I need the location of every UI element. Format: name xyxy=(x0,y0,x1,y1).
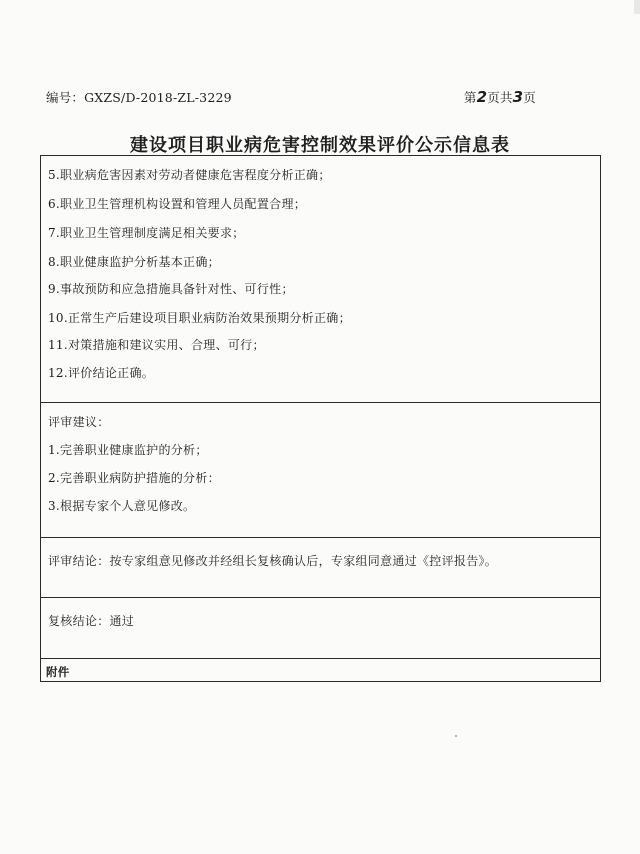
scan-speck xyxy=(455,735,457,737)
criteria-item: 10.正常生产后建设项目职业病防治效果预期分析正确； xyxy=(48,311,351,325)
header-line xyxy=(46,88,536,108)
criteria-item: 6.职业卫生管理机构设置和管理人员配置合理； xyxy=(48,197,307,211)
page-title: 建设项目职业病危害控制效果评价公示信息表 xyxy=(130,135,510,156)
page-current: 2 xyxy=(476,88,488,106)
suggestion-item: 1.完善职业健康监护的分析； xyxy=(48,443,208,457)
info-table xyxy=(40,155,601,682)
scan-edge xyxy=(634,0,640,14)
suggestion-item: 2.完善职业病防护措施的分析： xyxy=(48,471,220,485)
page-number xyxy=(464,88,536,106)
review-conclusion-row xyxy=(41,538,600,598)
criteria-row xyxy=(41,156,600,403)
review-suggestions-row xyxy=(41,403,600,538)
criteria-item: 9.事故预防和应急措施具备针对性、可行性； xyxy=(48,282,294,296)
page-prefix: 第 xyxy=(463,90,477,105)
page-total: 3 xyxy=(512,88,524,106)
document-number-value: GXZS/D-2018-ZL-3229 xyxy=(84,90,232,105)
recheck-conclusion-row xyxy=(41,598,600,659)
criteria-item: 12.评价结论正确。 xyxy=(48,366,155,380)
document-number-prefix: 编号： xyxy=(46,90,85,105)
recheck-conclusion: 复核结论：通过 xyxy=(48,614,135,628)
suggestion-item: 3.根据专家个人意见修改。 xyxy=(48,499,196,513)
page-mid: 页共 xyxy=(487,90,513,105)
criteria-item: 8.职业健康监护分析基本正确； xyxy=(48,255,220,269)
attachment-label: 附件 xyxy=(46,665,70,679)
review-conclusion: 评审结论：按专家组意见修改并经组长复核确认后，专家组同意通过《控评报告》。 xyxy=(48,554,498,568)
review-suggestions-heading: 评审建议： xyxy=(48,415,110,429)
page-suffix: 页 xyxy=(523,90,536,105)
criteria-item: 7.职业卫生管理制度满足相关要求； xyxy=(48,226,245,240)
criteria-item: 5.职业病危害因素对劳动者健康危害程度分析正确； xyxy=(48,168,331,182)
criteria-item: 11.对策措施和建议实用、合理、可行； xyxy=(48,338,265,352)
document-number xyxy=(46,88,232,106)
attachment-row xyxy=(41,659,600,683)
